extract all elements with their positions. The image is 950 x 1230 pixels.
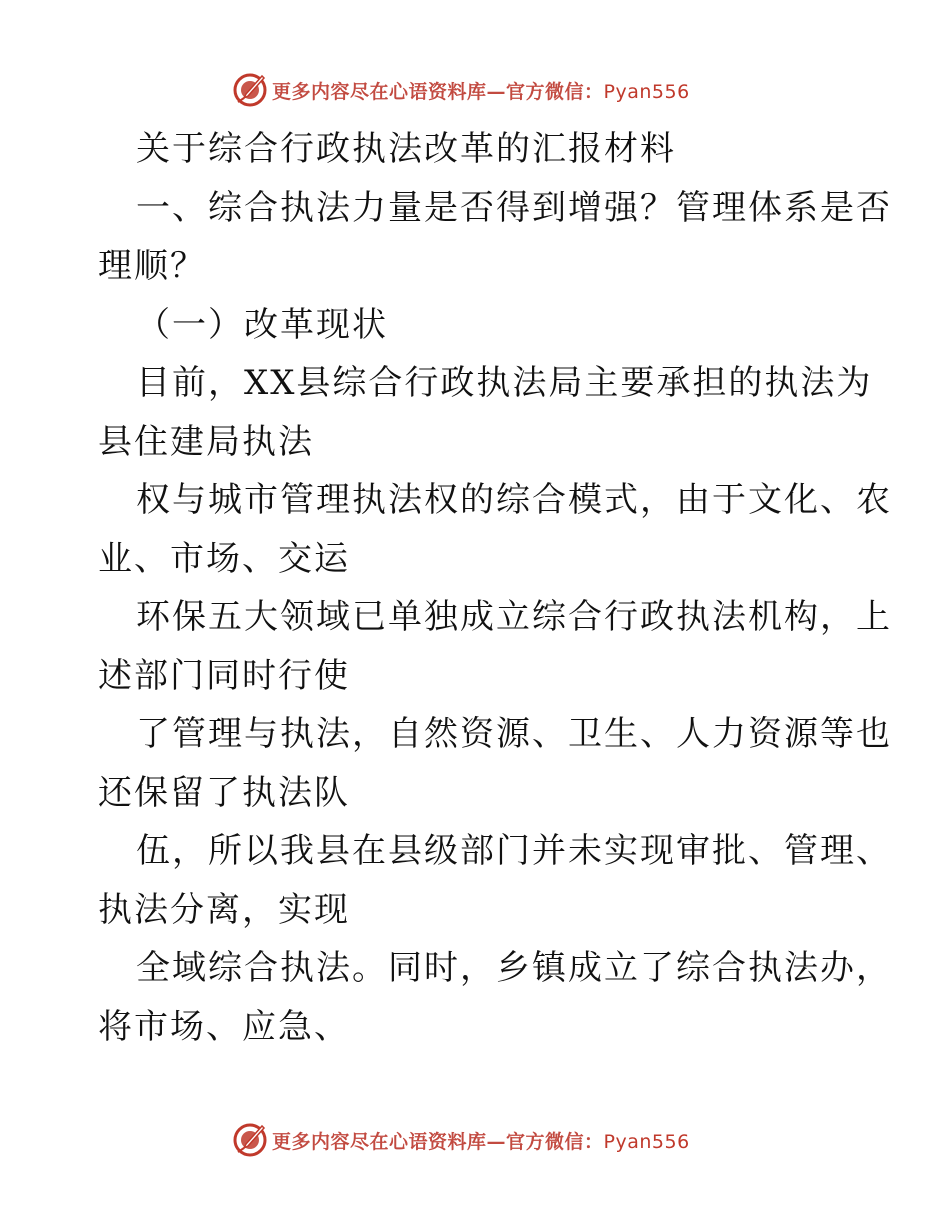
quill-logo-icon: [232, 1122, 268, 1158]
document-line: 关于综合行政执法改革的汇报材料: [136, 129, 676, 169]
document-line: 环保五大领域已单独成立综合行政执法机构，上: [136, 597, 892, 637]
document-line: 还保留了执法队: [98, 772, 350, 813]
header-watermark-banner: [232, 70, 722, 110]
document-line: （一）改革现状: [136, 304, 388, 345]
watermark-text: [272, 77, 690, 104]
quill-logo-icon: [232, 72, 268, 108]
document-line: 权与城市管理执法权的综合模式，由于文化、农: [136, 480, 892, 520]
document-line: 述部门同时行使: [98, 655, 350, 696]
document-line: 将市场、应急、: [98, 1006, 350, 1047]
document-line: 一、综合执法力量是否得到增强？管理体系是否: [136, 187, 892, 228]
watermark-text-cn: 更多内容尽在心语资料库—官方微信：: [272, 80, 604, 103]
document-body: [98, 120, 892, 1056]
document-line: 业、市场、交运: [98, 538, 350, 579]
document-line: 伍，所以我县在县级部门并未实现审批、管理、: [136, 831, 892, 871]
watermark-text: [272, 1127, 690, 1154]
watermark-text-cn: 更多内容尽在心语资料库—官方微信：: [272, 1130, 604, 1153]
footer-watermark-banner: [232, 1120, 722, 1160]
document-line: 县住建局执法: [98, 421, 314, 462]
document-line: 理顺？: [98, 246, 206, 286]
document-line: 全域综合执法。同时，乡镇成立了综合执法办，: [136, 948, 892, 988]
document-line: 目前，XX县综合行政执法局主要承担的执法为: [136, 363, 873, 403]
watermark-wechat-id: Pyan556: [603, 1130, 690, 1153]
document-line: 了管理与执法，自然资源、卫生、人力资源等也: [136, 714, 892, 754]
watermark-wechat-id: Pyan556: [603, 80, 690, 103]
document-line: 执法分离，实现: [98, 889, 350, 930]
